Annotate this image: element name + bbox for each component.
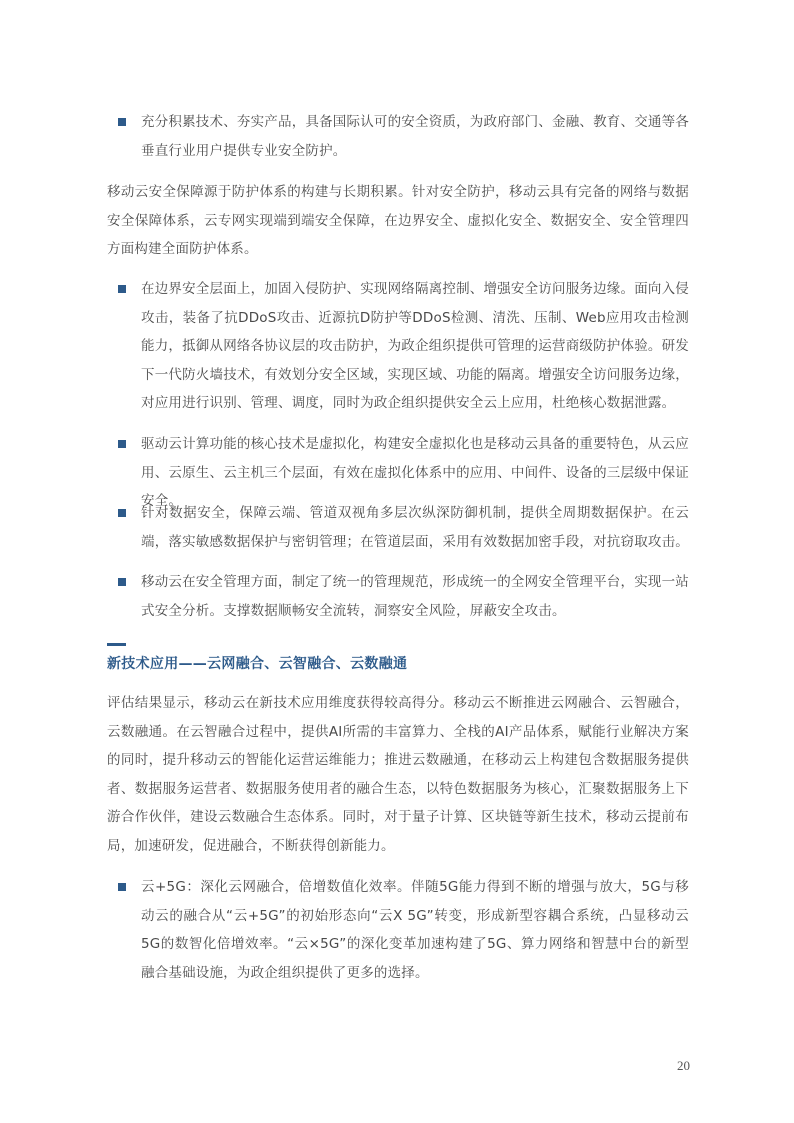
bullet-text: 移动云在安全管理方面，制定了统一的管理规范，形成统一的全网安全管理平台，实现一站式安全分析。支撑数据顺畅安全流转，洞察安全风险，屏蔽安全攻击。 [141,574,689,619]
bullet-text: 充分积累技术、夯实产品，具备国际认可的安全资质，为政府部门、金融、教育、交通等各垂直行业用户提供专业安全防护。 [141,114,689,159]
page-number: 20 [677,1058,690,1073]
section-heading: 新技术应用——云网融合、云智融合、云数融通 [107,656,408,672]
bullet-item [107,873,689,987]
bullet-marker [118,440,126,448]
heading-accent-bar [107,643,126,646]
bullet-text: 驱动云计算功能的核心技术是虚拟化，构建安全虚拟化也是移动云具备的重要特色，从云应用、云原生、云主机三个层面，有效在虚拟化体系中的应用、中间件、设备的三层级中保证安全。 [141,436,689,509]
bullet-marker [118,118,126,126]
body-paragraph: 移动云安全保障源于防护体系的构建与长期积累。针对安全防护，移动云具有完备的网络与数据安全保障体系，云专网实现端到端安全保障，在边界安全、虚拟化安全、数据安全、安全管理四方面构建全面防护体系。 [107,184,689,257]
bullet-item [107,499,689,556]
bullet-marker [118,578,126,586]
bullet-item [107,275,689,418]
bullet-marker [118,883,126,891]
bullet-item [107,108,689,165]
body-paragraph: 评估结果显示，移动云在新技术应用维度获得较高得分。移动云不断推进云网融合、云智融合，云数融通。在云智融合过程中，提供AI所需的丰富算力、全栈的AI产品体系，赋能行业解决方案的同时，提升移动云的智能化运营运维能力；推进云数融通，在移动云上构建包含数据服务提供者、数据服务运营者、数据服务使用者的融合生态，以特色数据服务为核心，汇聚数据服务上下游合作伙伴，建设云数融合生态体系。同时，对于量子计算、区块链等新生技术，移动云提前布局，加速研发，促进融合，不断获得创新能力。 [107,695,689,854]
bullet-text: 在边界安全层面上，加固入侵防护、实现网络隔离控制、增强安全访问服务边缘。面向入侵攻击，装备了抗DDoS攻击、近源抗D防护等DDoS检测、清洗、压制、Web应用攻击检测能力，抵御从网络各协议层的攻击防护，为政企组织提供可管理的运营商级防护体验。研发下一代防火墙技术，有效划分安全区域，实现区域、功能的隔离。增强安全访问服务边缘，对应用进行识别、管理、调度，同时为政企组织提供安全云上应用，杜绝核心数据泄露。 [141,281,689,411]
bullet-text: 针对数据安全，保障云端、管道双视角多层次纵深防御机制，提供全周期数据保护。在云端，落实敏感数据保护与密钥管理；在管道层面，采用有效数据加密手段，对抗窃取攻击。 [141,505,689,550]
bullet-text: 云+5G：深化云网融合，倍增数值化效率。伴随5G能力得到不断的增强与放大，5G与移动云的融合从“云+5G”的初始形态向“云X 5G”转变，形成新型容耦合系统，凸显移动云5G的数智化倍增效率。“云×5G”的深化变革加速构建了5G、算力网络和智慧中台的新型融合基础设施，为政企组织提供了更多的选择。 [141,879,689,981]
bullet-marker [118,285,126,293]
bullet-item [107,568,689,625]
bullet-marker [118,509,126,517]
